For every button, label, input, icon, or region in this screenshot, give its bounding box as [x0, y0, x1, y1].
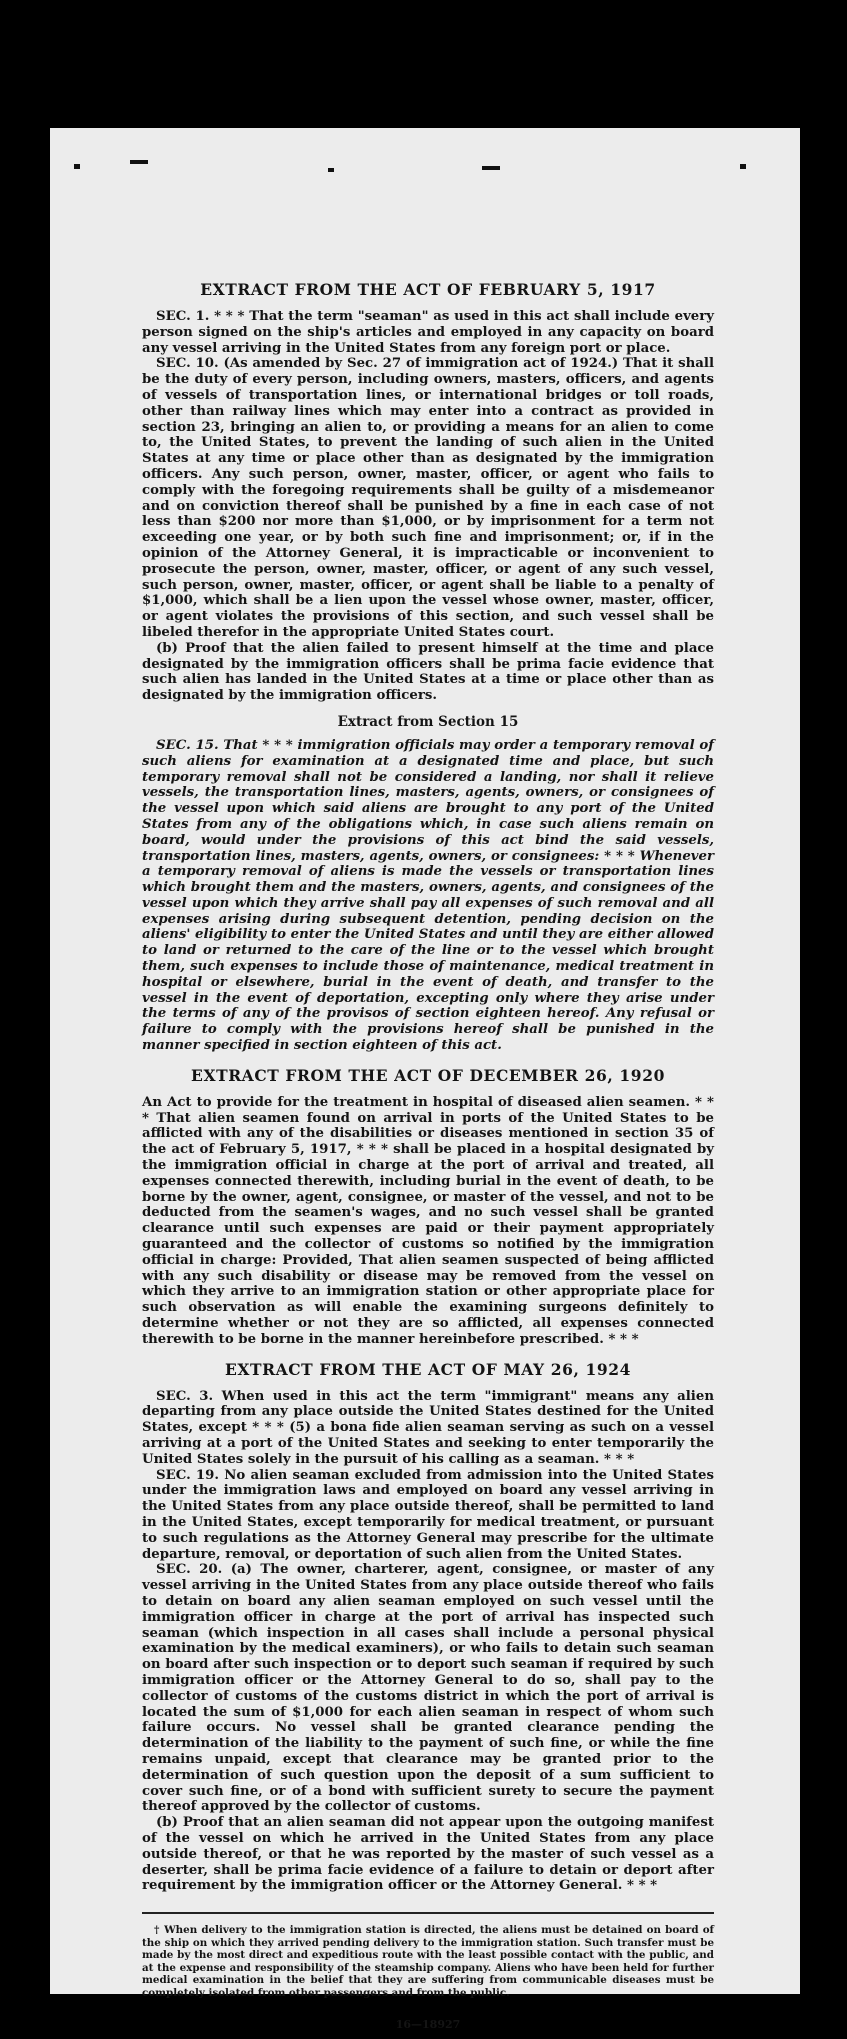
section-heading: EXTRACT FROM THE ACT OF MAY 26, 1924	[224, 1359, 632, 1379]
document-page	[50, 128, 800, 2031]
scan-mark	[740, 164, 746, 169]
paragraph-sec-3: SEC. 3. When used in this act the term "immigrant" means any alien departing from any place outside the United States destined for the United States, except * * * (5) a bona fide alien seaman serving as such on a vessel arriving at a port of the United States and seeking to enter temporarily the United States solely in the pursuit of his calling as a seaman. * * *	[142, 1388, 714, 1467]
paragraph-sec-20-b: (b) Proof that an alien seaman did not appear upon the outgoing manifest of the vessel on which he arrived in the United States from any place outside thereof, or that he was reported by the master of such vessel as a deserter, shall be prima facie evidence of a failure to detain or deport after requirement by the immigration officer or the Attorney General. * * *	[142, 1815, 714, 1894]
scan-mark	[130, 160, 148, 164]
scan-mark	[328, 168, 334, 172]
paragraph-sec-20-a: SEC. 20. (a) The owner, charterer, agent, consignee, or master of any vessel arriving in the United States from any place outside thereof who fails to detain on board any alien seaman employed on such vessel until the immigration officer in charge at the port of arrival has inspected such seaman (which inspection in all cases shall include a personal physical examination by the medical examiners), or who fails to detain such seaman on board after such inspection or to deport such seaman if required by such immigration officer or the Attorney General to do so, shall pay to the collector of customs of the customs district in which the port of arrival is located the sum of $1,000 for each alien seaman in respect of whom such failure occurs. No vessel shall be granted clearance pending the determination of the liability to the payment of such fine, or while the fine remains unpaid, except that clearance may be granted prior to the determination of such question upon the deposit of a sum sufficient to cover such fine, or of a bond with sufficient surety to secure the payment thereof approved by the collector of customs.	[142, 1562, 714, 1815]
form-number: 16—18927	[395, 2017, 461, 2031]
paragraph-sec-10-b: (b) Proof that the alien failed to present himself at the time and place designated by the immigration officers shall be prima facie evidence that such alien has landed in the United States at a time or place other than as designated by the immigration officers.	[142, 640, 714, 704]
paragraph-sec-19: SEC. 19. No alien seaman excluded from admission into the United States under the immigration laws and employed on board any vessel arriving in the United States from any place outside thereof, shall be permitted to land in the United States, except temporarily for medical treatment, or pursuant to such regulations as the Attorney General may prescribe for the ultimate departure, removal, or deportation of such alien from the United States.	[142, 1467, 714, 1562]
section-heading: EXTRACT FROM THE ACT OF FEBRUARY 5, 1917	[200, 280, 656, 299]
paragraph-sec-1: SEC. 1. * * * That the term "seaman" as used in this act shall include every person signed on the ship's articles and employed in any capacity on board any vessel arriving in the United States from any foreign port or place.	[142, 309, 714, 356]
footnote-divider	[142, 1912, 714, 1914]
section-subheading: Extract from Section 15	[337, 713, 519, 730]
section-heading: EXTRACT FROM THE ACT OF DECEMBER 26, 1920	[191, 1065, 665, 1085]
scan-mark	[74, 164, 80, 169]
paragraph-sec-10: SEC. 10. (As amended by Sec. 27 of immigration act of 1924.) That it shall be the duty of every person, including owners, masters, officers, and agents of vessels of transportation lines, or international bridges or toll roads, other than railway lines which may enter into a contract as provided in section 23, bringing an alien to, or providing a means for an alien to come to, the United States, to prevent the landing of such alien in the United States at any time or place other than as designated by the immigration officers. Any such person, owner, master, officer, or agent who fails to comply with the foregoing requirements shall be guilty of a misdemeanor and on conviction thereof shall be punished by a fine in each case of not less than $200 nor more than $1,000, or by imprisonment for a term not exceeding one year, or by both such fine and imprisonment; or, if in the opinion of the Attorney General, it is impracticable or inconvenient to prosecute the person, owner, master, officer, or agent of any such vessel, such person, owner, master, officer, or agent shall be liable to a penalty of $1,000, which shall be a lien upon the vessel whose owner, master, officer, or agent violates the provisions of this section, and such vessel shall be libeled therefor in the appropriate United States court.	[142, 356, 714, 640]
paragraph-act-1920: An Act to provide for the treatment in hospital of diseased alien seamen. * * * That alien seamen found on arrival in ports of the United States to be afflicted with any of the disabilities or diseases mentioned in section 35 of the act of February 5, 1917, * * * shall be placed in a hospital designated by the immigration official in charge at the port of arrival and treated, all expenses connected therewith, including burial in the event of death, to be borne by the owner, agent, consignee, or master of the vessel, and not to be deducted from the seamen's wages, and no such vessel shall be granted clearance until such expenses are paid or their payment appropriately guaranteed and the collector of customs so notified by the immigration official in charge: Provided, That alien seamen suspected of being afflicted with any such disability or disease may be removed from the vessel on which they arrive to an immigration station or other appropriate place for such observation as will enable the examining surgeons definitely to determine whether or not they are so afflicted, all expenses connected therewith to be borne in the manner hereinbefore prescribed. * * *	[142, 1094, 714, 1347]
paragraph-sec-15: SEC. 15. That * * * immigration officials may order a temporary removal of such aliens for examination at a designated time and place, but such temporary removal shall not be considered a landing, nor shall it relieve vessels, the transportation lines, masters, agents, owners, or consignees of the vessel upon which said aliens are brought to any port of the United States from any of the obligations which, in case such aliens remain on board, would under the provisions of this act bind the said vessels, transportation lines, masters, agents, owners, or consignees: * * * Whenever a temporary removal of aliens is made the vessels or transportation lines which brought them and the masters, owners, agents, and consignees of the vessel upon which they arrive shall pay all expenses of such removal and all expenses arising during subsequent detention, pending decision on the aliens' eligibility to enter the United States and until they are either allowed to land or returned to the care of the line or to the vessel which brought them, such expenses to include those of maintenance, medical treatment in hospital or elsewhere, burial in the event of death, and transfer to the vessel in the event of deportation, excepting only where they arise under the terms of any of the provisos of section eighteen hereof. Any refusal or failure to comply with the provisions hereof shall be punished in the manner specified in section eighteen of this act.	[142, 737, 714, 1054]
scan-mark	[482, 166, 500, 170]
footnote: † When delivery to the immigration station is directed, the aliens must be detained on board of the ship on which they arrived pending delivery to the immigration station. Such transfer must be made by the most direct and expeditious route with the least possible contact with the public, and at the expense and responsibility of the steamship company. Aliens who have been held for further medical examination in the belief that they are suffering from communicable diseases must be completely isolated from other passengers and from the public.	[142, 1924, 714, 2000]
